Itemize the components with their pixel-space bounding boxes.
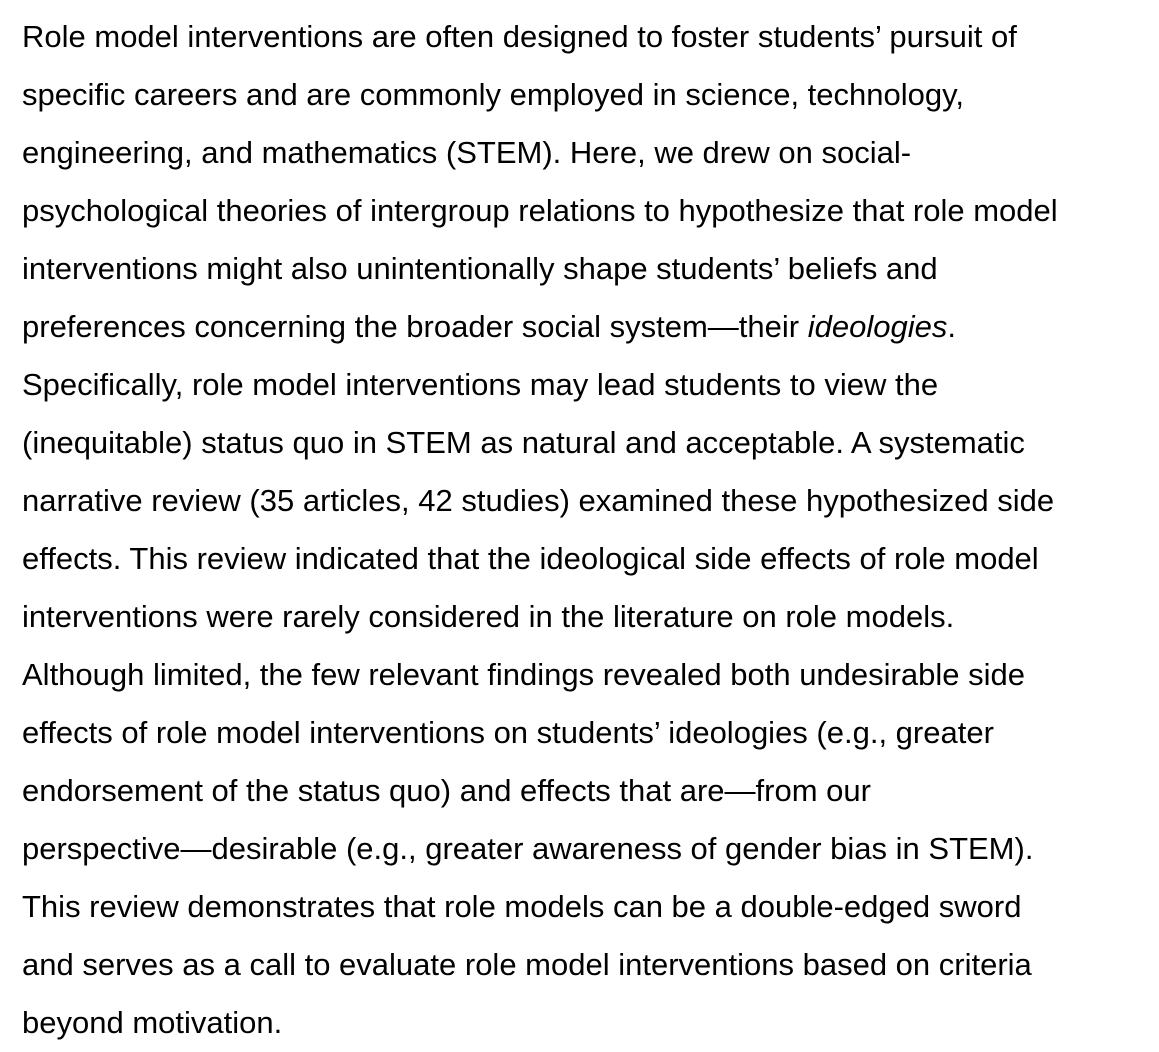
abstract-line-14: endorsement of the status quo) and effects that are—from our <box>22 773 871 808</box>
abstract-line-1: Role model interventions are often designed to foster students’ pursuit of <box>22 19 1017 54</box>
abstract-line-15: perspective—desirable (e.g., greater awareness of gender bias in STEM). <box>22 831 1034 866</box>
abstract-line-6 <box>22 298 1152 356</box>
abstract-line-18: beyond motivation. <box>22 1005 283 1040</box>
abstract-line-10: effects. This review indicated that the ideological side effects of role model <box>22 541 1039 576</box>
abstract-line-3: engineering, and mathematics (STEM). Here, we drew on social- <box>22 135 912 170</box>
abstract-line-12: Although limited, the few relevant findings revealed both undesirable side <box>22 657 1025 692</box>
abstract-line-2: specific careers and are commonly employed in science, technology, <box>22 77 964 112</box>
abstract-line-4: psychological theories of intergroup relations to hypothesize that role model <box>22 193 1058 228</box>
abstract-line-13: effects of role model interventions on students’ ideologies (e.g., greater <box>22 715 994 750</box>
abstract-line-7: Specifically, role model interventions may lead students to view the <box>22 367 939 402</box>
abstract-line-6-end: . <box>947 309 956 344</box>
ideologies-emphasis: ideologies <box>807 309 948 344</box>
abstract-line-16: This review demonstrates that role models can be a double-edged sword <box>22 889 1022 924</box>
abstract-line-8: (inequitable) status quo in STEM as natural and acceptable. A systematic <box>22 425 1025 460</box>
abstract-line-11: interventions were rarely considered in the literature on role models. <box>22 599 955 634</box>
abstract-line-9: narrative review (35 articles, 42 studies) examined these hypothesized side <box>22 483 1055 518</box>
abstract-line-5: interventions might also unintentionally shape students’ beliefs and <box>22 251 938 286</box>
abstract-paragraph <box>22 8 1152 1052</box>
abstract-line-17: and serves as a call to evaluate role model interventions based on criteria <box>22 947 1032 982</box>
abstract-line-6-text: preferences concerning the broader social system—their <box>22 309 808 344</box>
